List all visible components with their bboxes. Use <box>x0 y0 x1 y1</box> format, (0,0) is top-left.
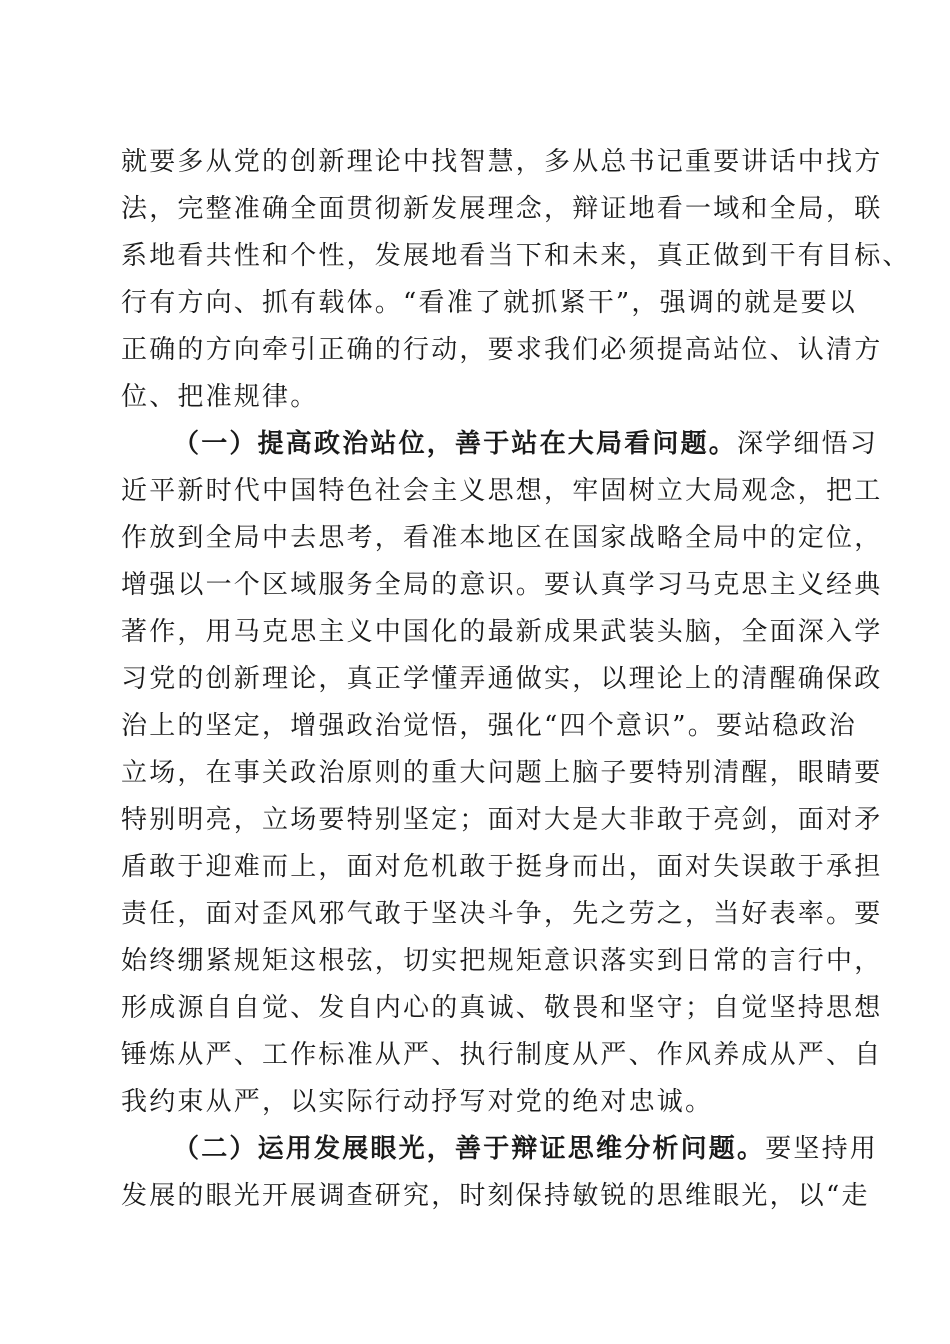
paragraph-line: 作放到全局中去思考，看准本地区在国家战略全局中的定位， <box>121 523 883 553</box>
paragraph-line: 法，完整准确全面贯彻新发展理念，辩证地看一域和全局，联 <box>121 194 883 224</box>
paragraph-line: 发展的眼光开展调查研究，时刻保持敏锐的思维眼光，以“走 <box>121 1181 870 1211</box>
paragraph-line: 系地看共性和个性，发展地看当下和未来，真正做到干有目标、 <box>121 241 911 271</box>
paragraph-line: 盾敢于迎难而上，面对危机敢于挺身而出，面对失误敢于承担 <box>121 852 883 882</box>
paragraph-line: 始终绷紧规矩这根弦，切实把规矩意识落实到日常的言行中， <box>121 946 883 976</box>
paragraph-line: 我约束从严，以实际行动抒写对党的绝对忠诚。 <box>121 1087 714 1117</box>
section-heading: （二）运用发展眼光，善于辩证思维分析问题。 <box>173 1134 766 1164</box>
section-first-line <box>173 428 893 460</box>
paragraph-line: 治上的坚定，增强政治觉悟，强化“四个意识”。要站稳政治 <box>121 711 857 741</box>
paragraph-line: 位、把准规律。 <box>121 382 319 412</box>
paragraph-line: 增强以一个区域服务全局的意识。要认真学习马克思主义经典 <box>121 570 883 600</box>
paragraph-line: 习党的创新理论，真正学懂弄通做实，以理论上的清醒确保政 <box>121 664 883 694</box>
paragraph-line: 行有方向、抓有载体。“看准了就抓紧干”，强调的就是要以 <box>121 288 857 318</box>
paragraph-line: 就要多从党的创新理论中找智慧，多从总书记重要讲话中找方 <box>121 147 883 177</box>
paragraph-line: 形成源自自觉、发自内心的真诚、敬畏和坚守；自觉坚持思想 <box>121 993 883 1023</box>
section-first-line <box>173 1133 893 1165</box>
paragraph-line: 责任，面对歪风邪气敢于坚决斗争，先之劳之，当好表率。要 <box>121 899 883 929</box>
paragraph-line: 近平新时代中国特色社会主义思想，牢固树立大局观念，把工 <box>121 476 883 506</box>
section-first-line-text: 深学细悟习 <box>737 429 879 459</box>
section-heading: （一）提高政治站位，善于站在大局看问题。 <box>173 429 738 459</box>
paragraph-line: 正确的方向牵引正确的行动，要求我们必须提高站位、认清方 <box>121 335 883 365</box>
paragraph-line: 锤炼从严、工作标准从严、执行制度从严、作风养成从严、自 <box>121 1040 883 1070</box>
paragraph-line: 著作，用马克思主义中国化的最新成果武装头脑，全面深入学 <box>121 617 883 647</box>
section-first-line-text: 要坚持用 <box>765 1134 879 1164</box>
paragraph-line: 特别明亮，立场要特别坚定；面对大是大非敢于亮剑，面对矛 <box>121 805 883 835</box>
paragraph-line: 立场，在事关政治原则的重大问题上脑子要特别清醒，眼睛要 <box>121 758 883 788</box>
